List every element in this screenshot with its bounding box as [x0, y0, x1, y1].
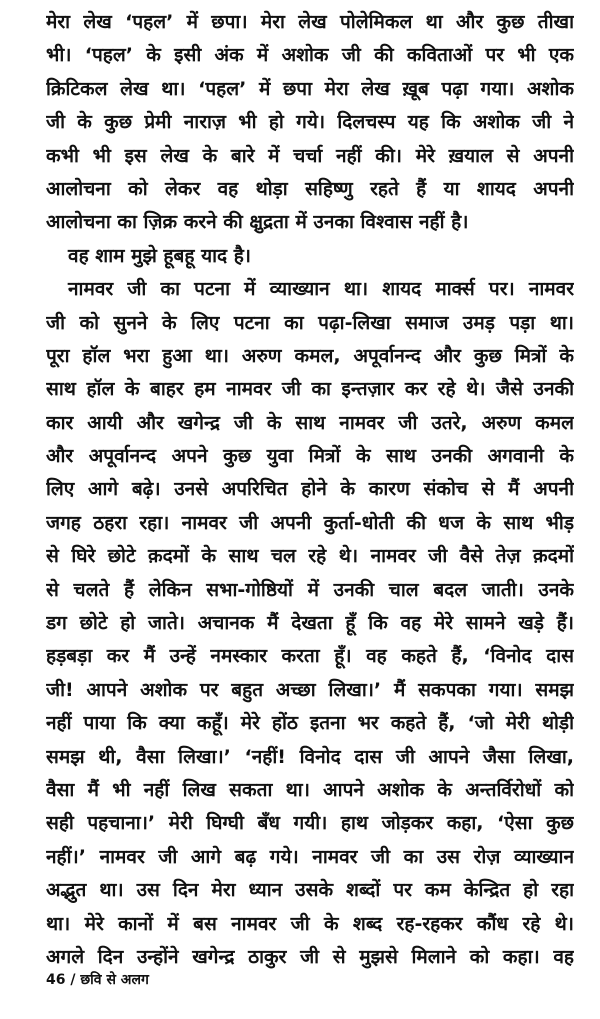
text-line-22: नहीं पाया कि क्या कहूँ। मेरे होंठ इतना भर कहते हैं, ‘जो मेरी थोड़ी	[46, 712, 574, 735]
text-line-8: वह शाम मुझे हूबहू याद है।	[68, 244, 252, 267]
text-line-21: जी! आपने अशोक पर बहुत अच्छा लिखा।’ मैं सकपका गया। समझ	[46, 678, 574, 701]
footer-separator: /	[65, 972, 81, 988]
text-line-4: जी के कुछ प्रेमी नाराज़ भी हो गये। दिलचस्प यह कि अशोक जी ने	[46, 111, 574, 134]
text-line-17: से घिरे छोटे क़दमों के साथ चल रहे थे। नामवर जी वैसे तेज़ क़दमों	[46, 545, 574, 568]
text-line-12: साथ हॉल के बाहर हम नामवर जी का इन्तज़ार कर रहे थे। जैसे उनकी	[46, 378, 574, 401]
text-line-5: कभी भी इस लेख के बारे में चर्चा नहीं की। मेरे ख़याल से अपनी	[46, 144, 574, 167]
text-line-19: डग छोटे हो जाते। अचानक मैं देखता हूँ कि वह मेरे सामने खड़े हैं।	[46, 612, 574, 635]
text-line-6: आलोचना को लेकर वह थोड़ा सहिष्णु रहते हैं या शायद अपनी	[46, 177, 574, 200]
text-line-20: हड़बड़ा कर मैं उन्हें नमस्कार करता हूँ। वह कहते हैं, ‘विनोद दास	[46, 645, 574, 668]
text-line-29: अगले दिन उन्होंने खगेन्द्र ठाकुर जी से मुझसे मिलाने को कहा। वह	[46, 945, 574, 968]
book-title: छवि से अलग	[80, 972, 149, 988]
page-footer	[46, 970, 149, 989]
text-line-1: मेरा लेख ‘पहल’ में छपा। मेरा लेख पोलेमिकल था और कुछ तीखा	[46, 11, 574, 33]
text-line-3: क्रिटिकल लेख था। ‘पहल’ में छपा मेरा लेख ख़ूब पढ़ा गया। अशोक	[46, 77, 574, 100]
text-line-24: वैसा मैं भी नहीं लिख सकता था। आपने अशोक के अन्तर्विरोधों को	[46, 778, 574, 801]
text-line-28: था। मेरे कानों में बस नामवर जी के शब्द रह-रहकर कौंध रहे थे।	[46, 912, 574, 935]
text-line-10: जी को सुनने के लिए पटना का पढ़ा-लिखा समाज उमड़ पड़ा था।	[46, 311, 574, 334]
text-line-16: जगह ठहरा रहा। नामवर जी अपनी कुर्ता-धोती की धज के साथ भीड़	[46, 511, 574, 534]
text-line-11: पूरा हॉल भरा हुआ था। अरुण कमल, अपूर्वानन्द और कुछ मित्रों के	[46, 344, 574, 367]
text-line-2: भी। ‘पहल’ के इसी अंक में अशोक जी की कविताओं पर भी एक	[46, 44, 574, 67]
text-line-13: कार आयी और खगेन्द्र जी के साथ नामवर जी उतरे, अरुण कमल	[46, 411, 574, 434]
text-line-9: नामवर जी का पटना में व्याख्यान था। शायद मार्क्स पर। नामवर	[68, 278, 574, 301]
text-line-23: समझ थी, वैसा लिखा।’ ‘नहीं! विनोद दास जी आपने जैसा लिखा,	[46, 745, 574, 768]
text-line-27: अद्भुत था। उस दिन मेरा ध्यान उसके शब्दों पर कम केन्द्रित हो रहा	[46, 879, 574, 902]
text-line-18: से चलते हैं लेकिन सभा-गोष्ठियों में उनकी चाल बदल जाती। उनके	[46, 578, 574, 601]
text-line-25: सही पहचाना।’ मेरी घिग्घी बँध गयी। हाथ जोड़कर कहा, ‘ऐसा कुछ	[46, 812, 574, 835]
page-number: 46	[46, 972, 66, 988]
text-line-7: आलोचना का ज़िक्र करने की क्षुद्रता में उनका विश्वास नहीं है।	[46, 211, 469, 234]
text-line-26: नहीं।’ नामवर जी आगे बढ़ गये। नामवर जी का उस रोज़ व्याख्यान	[46, 845, 574, 868]
text-line-15: लिए आगे बढ़े। उनसे अपरिचित होने के कारण संकोच से मैं अपनी	[46, 478, 574, 501]
page-body	[46, 6, 574, 974]
text-line-14: और अपूर्वानन्द अपने कुछ युवा मित्रों के साथ उनकी अगवानी के	[46, 445, 574, 468]
